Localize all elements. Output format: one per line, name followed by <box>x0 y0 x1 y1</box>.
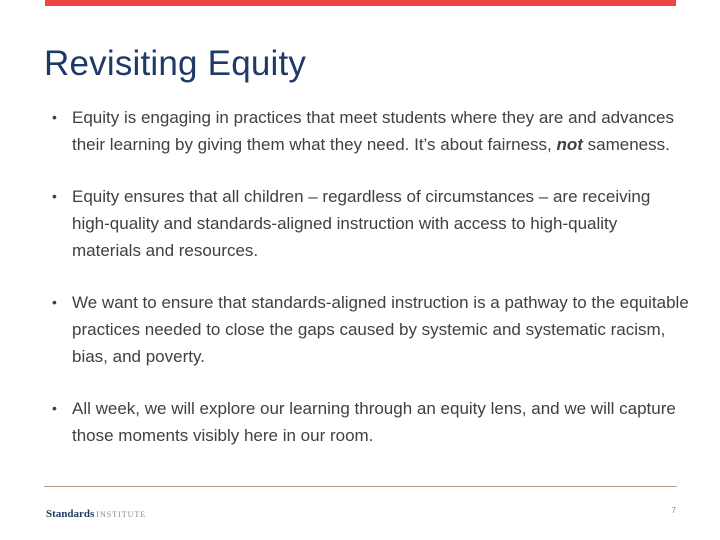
bullet-text: All week, we will explore our learning through an equity lens, and we will capture those moments visibly here in our room. <box>72 399 676 445</box>
bullet-item <box>49 395 689 449</box>
bullet-list <box>49 104 689 449</box>
bullet-item <box>49 183 689 264</box>
bullet-text: We want to ensure that standards-aligned instruction is a pathway to the equitable practices needed to close the gaps caused by systemic and systematic racism, bias, and poverty. <box>72 293 689 366</box>
bullet-icon: • <box>52 188 57 204</box>
bullet-text-end: sameness. <box>582 135 670 154</box>
logo-primary-text: Standards <box>46 508 95 520</box>
top-accent-bar <box>45 0 676 6</box>
bullet-icon: • <box>52 294 57 310</box>
slide-title: Revisiting Equity <box>44 44 307 83</box>
bullet-item <box>49 289 689 370</box>
bullet-item <box>49 104 689 158</box>
bullet-text: Equity ensures that all children – regardless of circumstances – are receiving high-quality and standards-aligned instruction with access to high-quality materials and resources. <box>72 187 651 260</box>
page-number: 7 <box>671 506 676 515</box>
emphasis-text: not <box>556 135 583 154</box>
bullet-text: Equity is engaging in practices that meet students where they are and advances their learning by giving them what they need. It’s about fairness, <box>72 108 674 154</box>
bullet-icon: • <box>52 109 57 125</box>
standards-institute-logo <box>46 504 146 522</box>
bullet-icon: • <box>52 400 57 416</box>
footer-divider <box>44 486 677 487</box>
logo-secondary-text: INSTITUTE <box>96 510 147 519</box>
